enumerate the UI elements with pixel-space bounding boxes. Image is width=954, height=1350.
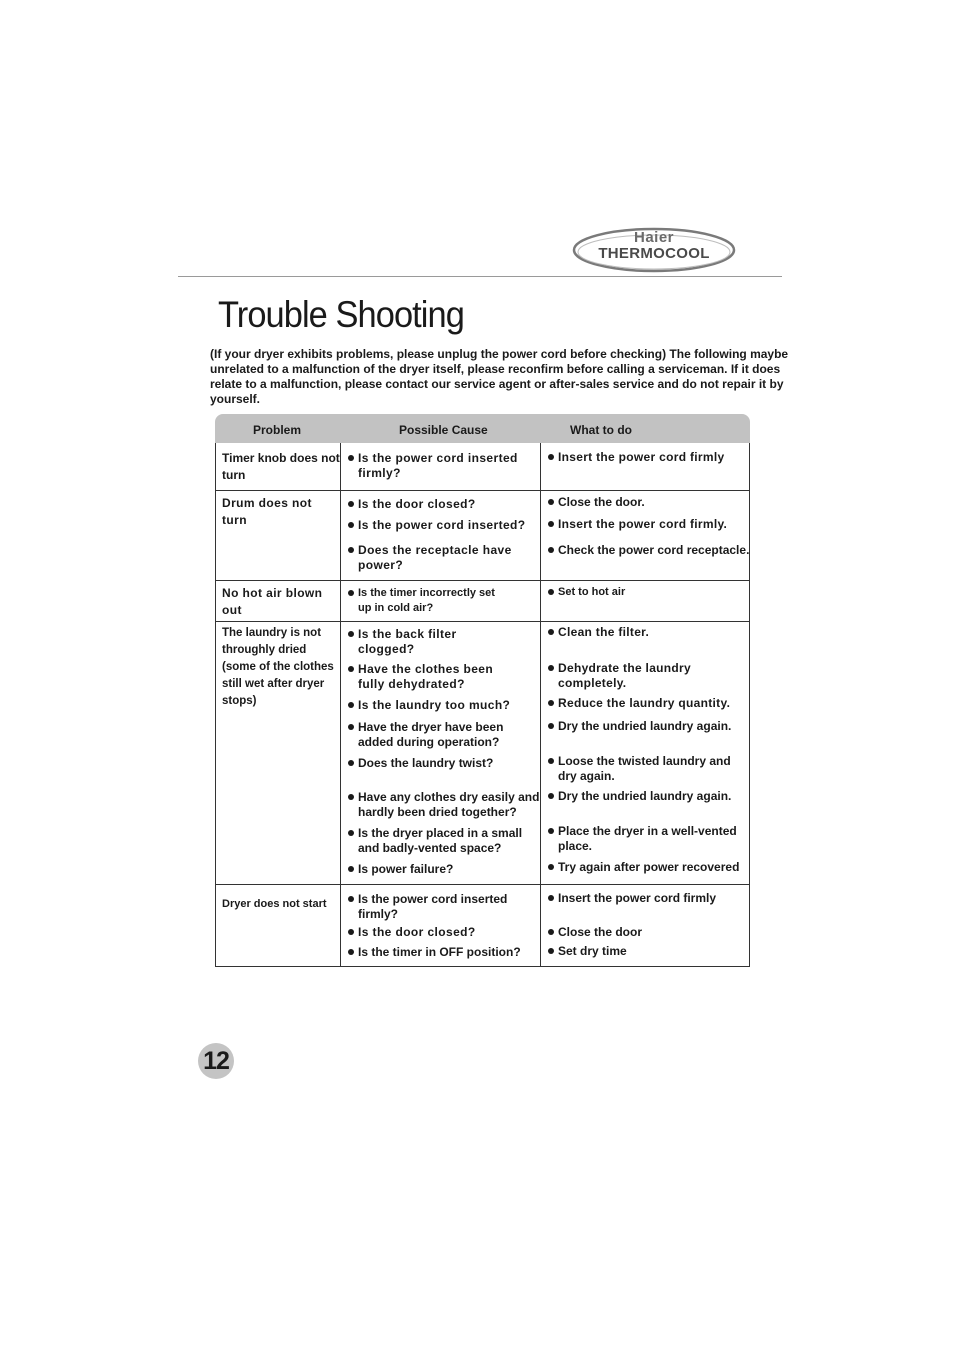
bullet-icon [348, 590, 354, 596]
bullet-icon [348, 522, 354, 528]
bullet-icon [548, 948, 554, 954]
problem-text: No hot air blown out [222, 586, 323, 617]
cause-cell [340, 443, 540, 490]
table-header [215, 414, 750, 443]
todo-item: Try again after power recovered [546, 860, 763, 875]
bullet-icon [348, 949, 354, 955]
bullet-icon [348, 830, 354, 836]
cause-item: Have the dryer have been added during operation? [346, 720, 528, 750]
cause-cell [340, 581, 540, 621]
todo-item: Set dry time [546, 944, 763, 959]
bullet-icon [548, 589, 554, 595]
bullet-icon [348, 866, 354, 872]
problem-cell [216, 885, 340, 966]
cause-item: Is the power cord inserted firmly? [346, 892, 523, 922]
table-row [215, 885, 750, 967]
todo-item: Loose the twisted laundry and dry again. [546, 754, 743, 784]
bullet-icon [548, 454, 554, 460]
problem-text: Dryer does not start [222, 898, 327, 910]
intro-paragraph: (If your dryer exhibits problems, please unplug the power cord before checking) The following maybe unrelated to a malfunction of the dryer itself, please reconfirm before calling a serviceman. If it does relate to a malfunction, please contact our service agent or after-sales service and do not repair it by yourself. [210, 347, 789, 406]
logo-thermocool-text: THERMOCOOL [598, 245, 710, 262]
bullet-icon [348, 896, 354, 902]
todo-item: Clean the filter. [546, 625, 763, 640]
bullet-icon [548, 547, 554, 553]
header-divider [178, 276, 782, 277]
logo-haier-text: Haier [633, 229, 675, 246]
todo-item: Place the dryer in a well-vented place. [546, 824, 748, 854]
bullet-icon [548, 665, 554, 671]
bullet-icon [348, 929, 354, 935]
problem-cell [216, 622, 340, 884]
cause-item: Is the back filter clogged? [346, 627, 478, 657]
page-number: 12 [203, 1047, 229, 1075]
todo-cell [540, 443, 751, 490]
cause-item: Is power failure? [346, 862, 548, 877]
cause-item: Is the power cord inserted? [346, 518, 548, 533]
cause-item: Is the door closed? [346, 497, 548, 512]
todo-cell [540, 581, 751, 621]
todo-item: Close the door. [546, 495, 763, 510]
cause-item: Is the door closed? [346, 925, 548, 940]
bullet-icon [348, 666, 354, 672]
header-problem: Problem [253, 423, 302, 437]
cause-item: Is the timer incorrectly set up in cold air? [346, 586, 498, 616]
bullet-icon [548, 864, 554, 870]
todo-cell [540, 885, 751, 966]
todo-cell [540, 622, 751, 884]
cause-item: Is the dryer placed in a small and badly-vented space? [346, 826, 533, 856]
bullet-icon [548, 629, 554, 635]
header-what-to-do: What to do [570, 423, 632, 437]
bullet-icon [348, 760, 354, 766]
cause-item: Is the laundry too much? [346, 698, 548, 713]
todo-item: Dry the undried laundry again. [546, 789, 763, 804]
cause-cell [340, 622, 540, 884]
table-row [215, 622, 750, 885]
cause-item: Have any clothes dry easily and hardly been dried together? [346, 790, 550, 820]
cause-item: Does the receptacle have power? [346, 543, 523, 573]
todo-item: Reduce the laundry quantity. [546, 696, 763, 711]
problem-cell [216, 491, 340, 580]
bullet-icon [548, 758, 554, 764]
bullet-icon [348, 724, 354, 730]
bullet-icon [348, 455, 354, 461]
todo-item: Check the power cord receptacle. [546, 543, 763, 558]
cause-item: Is the power cord inserted firmly? [346, 451, 548, 481]
problem-cell [216, 443, 340, 490]
header-possible-cause: Possible Cause [399, 423, 488, 437]
troubleshooting-table [215, 414, 750, 967]
todo-cell [540, 491, 751, 580]
todo-item: Insert the power cord firmly [546, 450, 763, 465]
bullet-icon [548, 521, 554, 527]
page-title: Trouble Shooting [218, 294, 464, 335]
problem-text: Timer knob does not turn [222, 451, 340, 482]
todo-item: Set to hot air [546, 585, 763, 600]
bullet-icon [548, 499, 554, 505]
cause-cell [340, 491, 540, 580]
bullet-icon [548, 828, 554, 834]
bullet-icon [348, 702, 354, 708]
bullet-icon [548, 793, 554, 799]
bullet-icon [548, 895, 554, 901]
table-row [215, 491, 750, 581]
cause-cell [340, 885, 540, 966]
table-row [215, 443, 750, 491]
bullet-icon [548, 929, 554, 935]
cause-item: Does the laundry twist? [346, 756, 548, 771]
cause-item: Have the clothes been fully dehydrated? [346, 662, 523, 692]
todo-item: Insert the power cord firmly [546, 891, 763, 906]
todo-item: Insert the power cord firmly. [546, 517, 763, 532]
bullet-icon [348, 631, 354, 637]
bullet-icon [548, 723, 554, 729]
todo-item: Dehydrate the laundry completely. [546, 661, 718, 691]
problem-cell [216, 581, 340, 621]
cause-item: Is the timer in OFF position? [346, 945, 548, 960]
brand-logo [572, 226, 736, 274]
problem-text: The laundry is not throughly dried (some of the clothes still wet after dryer stops) [222, 627, 334, 707]
bullet-icon [548, 700, 554, 706]
bullet-icon [348, 794, 354, 800]
todo-item: Dry the undried laundry again. [546, 719, 763, 734]
table-row [215, 581, 750, 622]
problem-text: Drum does not turn [222, 496, 312, 527]
bullet-icon [348, 547, 354, 553]
bullet-icon [348, 501, 354, 507]
todo-item: Close the door [546, 925, 763, 940]
